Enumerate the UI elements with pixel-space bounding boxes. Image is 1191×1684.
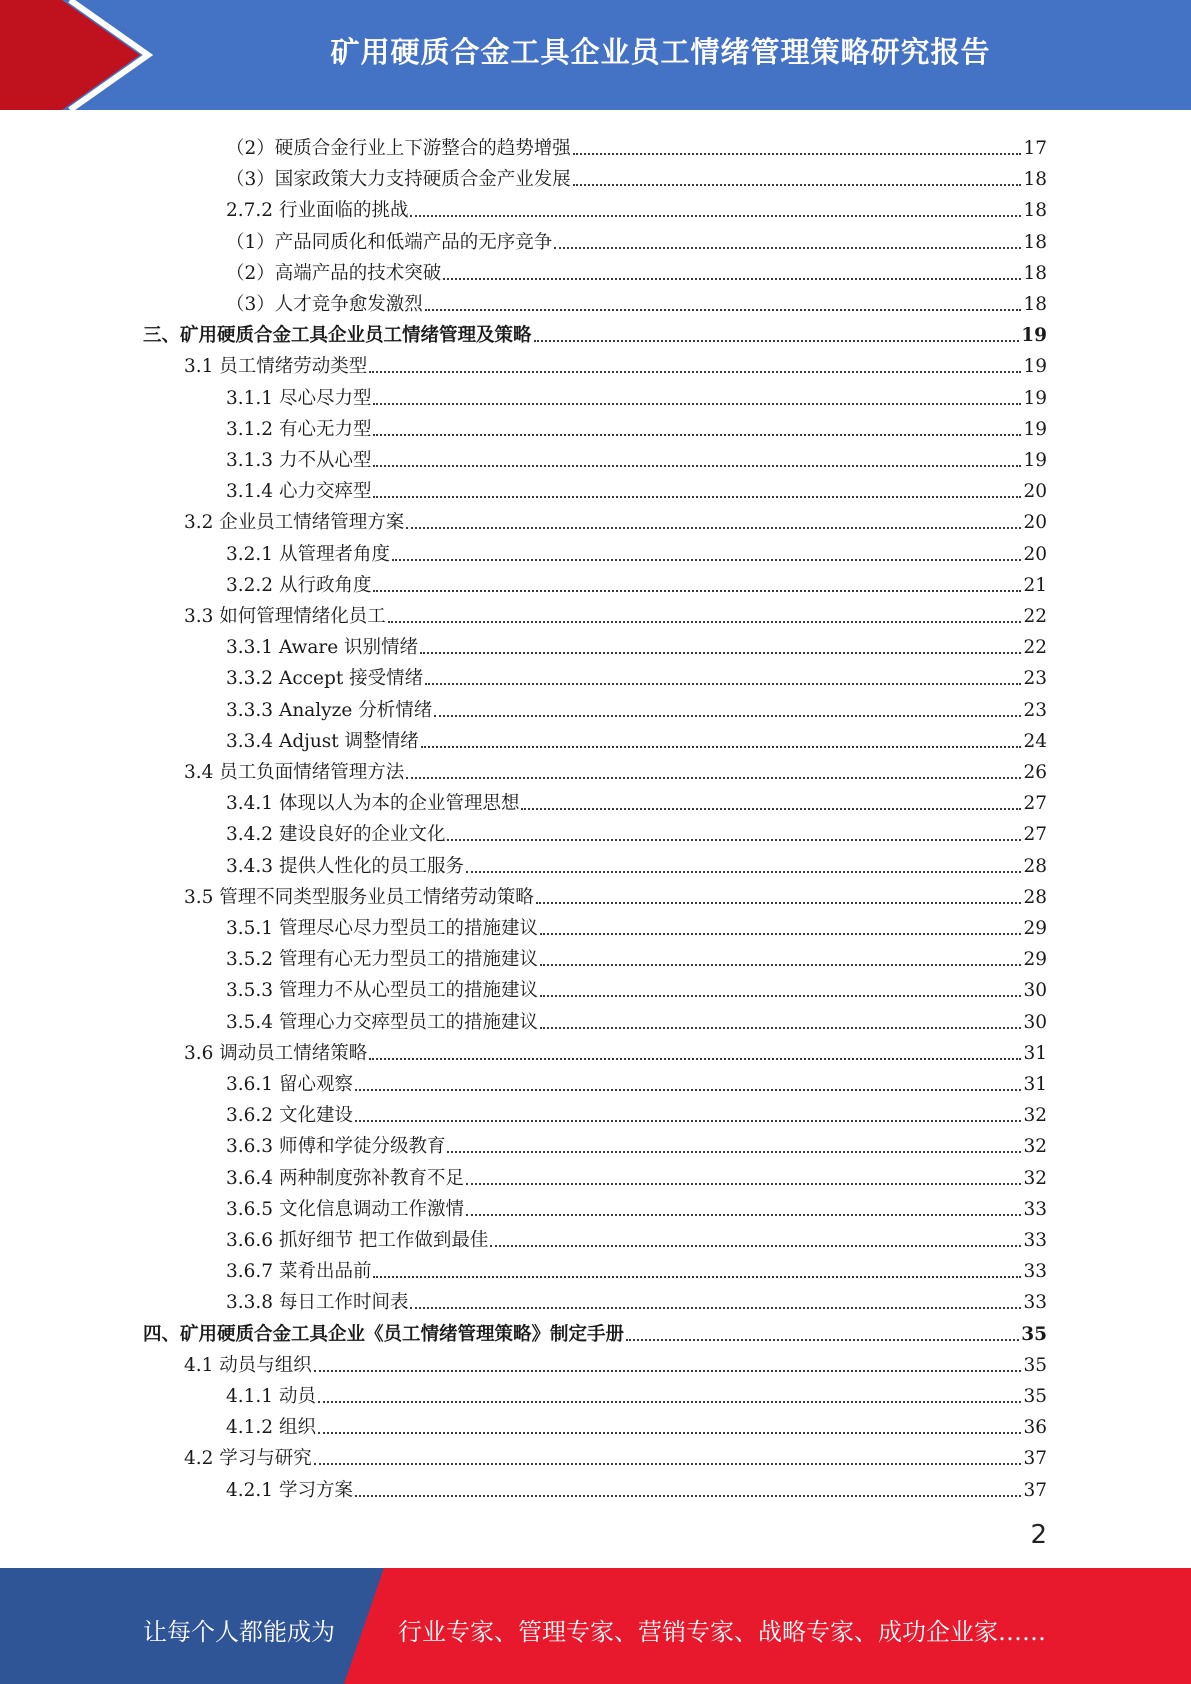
toc-entry[interactable] <box>226 940 1047 971</box>
toc-entry-page: 26 <box>1023 762 1047 783</box>
toc-entry-title: 3.1.4 心力交瘁型 <box>226 481 372 503</box>
toc-entry-page: 17 <box>1023 138 1047 159</box>
toc-dot-leader <box>410 1307 1021 1309</box>
toc-entry[interactable] <box>184 1439 1047 1470</box>
toc-entry-title: （1）产品同质化和低端产品的无序竞争 <box>226 231 553 253</box>
toc-entry[interactable] <box>226 191 1047 222</box>
toc-entry-page: 29 <box>1023 949 1047 971</box>
toc-entry-page: 19 <box>1023 387 1047 409</box>
toc-dot-leader <box>318 1432 1022 1434</box>
toc-entry-title: 3.5.1 管理尽心尽力型员工的措施建议 <box>226 918 538 939</box>
toc-entry[interactable] <box>226 129 1047 160</box>
toc-entry-title: 3.2.2 从行政角度 <box>226 574 372 596</box>
toc-entry[interactable] <box>226 1377 1047 1408</box>
toc-entry-page: 37 <box>1023 1479 1047 1501</box>
toc-entry-title: 3.4.1 体现以人为本的企业管理思想 <box>226 793 520 815</box>
toc-entry[interactable] <box>226 909 1047 940</box>
toc-dot-leader <box>406 777 1021 779</box>
toc-dot-leader <box>388 621 1022 623</box>
toc-entry[interactable] <box>143 316 1047 347</box>
toc-dot-leader <box>536 902 1022 904</box>
toc-entry-title: 3.3.2 Accept 接受情绪 <box>226 668 424 690</box>
toc-entry-title: （3）人才竞争愈发激烈 <box>226 294 423 315</box>
toc-entry[interactable] <box>226 441 1047 472</box>
toc-entry-title: （2）高端产品的技术突破 <box>226 262 442 284</box>
toc-entry[interactable] <box>226 254 1047 285</box>
toc-dot-leader <box>314 1370 1022 1372</box>
toc-entry-page: 32 <box>1023 1136 1047 1158</box>
toc-entry-page: 33 <box>1023 1261 1047 1283</box>
toc-entry[interactable] <box>184 878 1047 909</box>
toc-entry[interactable] <box>184 753 1047 784</box>
toc-dot-leader <box>318 1401 1022 1403</box>
toc-entry[interactable] <box>226 847 1047 878</box>
toc-entry-page: 22 <box>1023 637 1047 659</box>
toc-entry-title: 4.1.2 组织 <box>226 1417 316 1439</box>
toc-entry-page: 35 <box>1021 1323 1047 1345</box>
toc-entry-title: （2）硬质合金行业上下游整合的趋势增强 <box>226 138 571 159</box>
toc-entry[interactable] <box>226 659 1047 690</box>
toc-entry[interactable] <box>226 1096 1047 1127</box>
toc-entry[interactable] <box>226 410 1047 441</box>
toc-entry-title: 4.1 动员与组织 <box>184 1354 312 1376</box>
toc-dot-leader <box>373 590 1021 592</box>
toc-entry-page: 18 <box>1023 169 1047 191</box>
toc-entry-page: 33 <box>1023 1198 1047 1220</box>
toc-entry-page: 35 <box>1023 1386 1047 1407</box>
toc-dot-leader <box>406 527 1021 529</box>
toc-entry-page: 31 <box>1023 1074 1047 1095</box>
toc-entry-title: 3.6.7 菜肴出品前 <box>226 1261 372 1283</box>
toc-entry-title: 3.3.3 Analyze 分析情绪 <box>226 699 433 721</box>
toc-entry-page: 19 <box>1023 356 1047 378</box>
toc-dot-leader <box>540 1027 1021 1029</box>
toc-entry-title: 3.5.2 管理有心无力型员工的措施建议 <box>226 949 538 971</box>
page-header <box>0 0 1191 110</box>
toc-dot-leader <box>373 465 1021 467</box>
toc-entry-title: 3.1.1 尽心尽力型 <box>226 387 372 409</box>
toc-entry-title: 3.4.3 提供人性化的员工服务 <box>226 855 464 877</box>
toc-entry-title: 3.4 员工负面情绪管理方法 <box>184 762 405 783</box>
toc-entry-page: 21 <box>1023 574 1047 596</box>
toc-entry-page: 24 <box>1023 730 1047 752</box>
toc-entry-page: 19 <box>1021 325 1047 347</box>
toc-entry-page: 20 <box>1023 481 1047 503</box>
page-number: 2 <box>1030 1520 1047 1550</box>
footer-slogan: 让每个人都能成为 <box>143 1618 335 1646</box>
toc-dot-leader <box>447 839 1021 841</box>
toc-entry[interactable] <box>226 815 1047 846</box>
toc-dot-leader <box>521 808 1021 810</box>
toc-dot-leader <box>373 434 1021 436</box>
toc-entry-title: 3.3 如何管理情绪化员工 <box>184 606 386 627</box>
toc-entry-title: 3.4.2 建设良好的企业文化 <box>226 824 446 846</box>
toc-entry-title: 3.1.3 力不从心型 <box>226 450 372 471</box>
toc-entry[interactable] <box>226 1283 1047 1314</box>
toc-entry[interactable] <box>226 628 1047 659</box>
toc-dot-leader <box>314 1463 1022 1465</box>
header-chevron-icon <box>0 0 160 110</box>
toc-dot-leader <box>540 933 1021 935</box>
toc-entry[interactable] <box>184 597 1047 628</box>
toc-entry-page: 23 <box>1023 668 1047 690</box>
toc-dot-leader <box>573 184 1022 186</box>
toc-dot-leader <box>490 1245 1021 1247</box>
toc-entry[interactable] <box>226 784 1047 815</box>
toc-entry-page: 18 <box>1023 262 1047 284</box>
toc-entry-title: 3.6.4 两种制度弥补教育不足 <box>226 1167 464 1189</box>
toc-entry-title: 3.6.3 师傅和学徒分级教育 <box>226 1136 446 1158</box>
toc-dot-leader <box>626 1339 1019 1341</box>
toc-entry[interactable] <box>226 1471 1047 1502</box>
toc-entry-title: 3.6.6 抓好细节 把工作做到最佳 <box>226 1230 489 1251</box>
toc-entry-page: 28 <box>1023 855 1047 877</box>
footer-roles: 行业专家、管理专家、营销专家、战略专家、成功企业家…… <box>398 1618 1046 1646</box>
toc-entry-title: 4.1.1 动员 <box>226 1386 316 1407</box>
toc-entry-title: 3.3.1 Aware 识别情绪 <box>226 637 419 659</box>
toc-entry-title: 3.1.2 有心无力型 <box>226 418 372 440</box>
toc-entry-page: 30 <box>1023 980 1047 1002</box>
toc-entry-page: 30 <box>1023 1011 1047 1033</box>
toc-entry[interactable] <box>226 472 1047 503</box>
toc-entry-page: 36 <box>1023 1417 1047 1439</box>
report-title: 矿用硬质合金工具企业员工情绪管理策略研究报告 <box>330 35 991 69</box>
toc-entry[interactable] <box>226 1252 1047 1283</box>
toc-entry-page: 29 <box>1023 918 1047 939</box>
toc-dot-leader <box>420 652 1021 654</box>
toc-entry[interactable] <box>184 347 1047 378</box>
toc-entry-title: 2.7.2 行业面临的挑战 <box>226 200 409 222</box>
toc-entry[interactable] <box>226 1408 1047 1439</box>
toc-entry-page: 35 <box>1023 1354 1047 1376</box>
toc-entry-page: 27 <box>1023 793 1047 815</box>
page-footer <box>0 1568 1191 1684</box>
toc-dot-leader <box>434 715 1021 717</box>
toc-entry-title: 4.2.1 学习方案 <box>226 1479 353 1501</box>
toc-entry[interactable] <box>143 1315 1047 1346</box>
toc-dot-leader <box>573 153 1022 155</box>
toc-dot-leader <box>410 215 1021 217</box>
toc-entry-page: 18 <box>1023 294 1047 315</box>
toc-entry-title: 3.5 管理不同类型服务业员工情绪劳动策略 <box>184 886 534 908</box>
toc-dot-leader <box>373 1276 1021 1278</box>
toc-entry-title: 3.2 企业员工情绪管理方案 <box>184 512 405 534</box>
toc-entry-page: 18 <box>1023 231 1047 253</box>
toc-entry-title: 4.2 学习与研究 <box>184 1448 312 1470</box>
toc-entry[interactable] <box>226 223 1047 254</box>
toc-entry-title: 3.6.1 留心观察 <box>226 1074 353 1095</box>
toc-entry-page: 37 <box>1023 1448 1047 1470</box>
toc-entry[interactable] <box>226 566 1047 597</box>
toc-entry-title: 3.1 员工情绪劳动类型 <box>184 356 368 378</box>
toc-entry-page: 28 <box>1023 886 1047 908</box>
toc-entry-title: （3）国家政策大力支持硬质合金产业发展 <box>226 169 571 191</box>
toc-dot-leader <box>373 403 1021 405</box>
toc-entry-page: 18 <box>1023 200 1047 222</box>
toc-entry-title: 3.5.3 管理力不从心型员工的措施建议 <box>226 980 538 1002</box>
toc-dot-leader <box>466 1214 1021 1216</box>
toc-dot-leader <box>466 871 1021 873</box>
toc-dot-leader <box>392 559 1021 561</box>
toc-dot-leader <box>443 278 1021 280</box>
toc-entry-title: 3.2.1 从管理者角度 <box>226 543 390 565</box>
toc-entry-title: 3.6 调动员工情绪策略 <box>184 1042 368 1064</box>
toc-dot-leader <box>355 1495 1022 1497</box>
toc-entry[interactable] <box>184 1034 1047 1065</box>
toc-dot-leader <box>540 995 1021 997</box>
toc-entry-page: 20 <box>1023 543 1047 565</box>
toc-entry-title: 3.5.4 管理心力交瘁型员工的措施建议 <box>226 1011 538 1033</box>
toc-dot-leader <box>447 1151 1021 1153</box>
toc-entry[interactable] <box>226 971 1047 1002</box>
toc-entry[interactable] <box>226 160 1047 191</box>
toc-entry[interactable] <box>226 1127 1047 1158</box>
toc-entry-title: 3.6.2 文化建设 <box>226 1105 353 1127</box>
toc-dot-leader <box>466 1183 1021 1185</box>
toc-entry-page: 27 <box>1023 824 1047 846</box>
toc-entry-page: 19 <box>1023 418 1047 440</box>
toc-entry[interactable] <box>226 535 1047 566</box>
toc-entry-page: 32 <box>1023 1105 1047 1127</box>
toc-entry-title: 3.3.8 每日工作时间表 <box>226 1292 409 1314</box>
toc-dot-leader <box>425 309 1022 311</box>
toc-dot-leader <box>369 1058 1021 1060</box>
toc-entry[interactable] <box>226 379 1047 410</box>
toc-dot-leader <box>534 340 1020 342</box>
toc-entry-title: 三、矿用硬质合金工具企业员工情绪管理及策略 <box>143 325 532 347</box>
toc-entry-page: 33 <box>1023 1292 1047 1314</box>
toc-entry-title: 四、矿用硬质合金工具企业《员工情绪管理策略》制定手册 <box>143 1323 625 1345</box>
toc-dot-leader <box>373 496 1021 498</box>
toc-entry[interactable] <box>226 1190 1047 1221</box>
toc-entry[interactable] <box>184 1346 1047 1377</box>
toc-dot-leader <box>355 1120 1022 1122</box>
toc-dot-leader <box>421 746 1022 748</box>
toc-entry-title: 3.6.5 文化信息调动工作激情 <box>226 1198 464 1220</box>
toc-entry[interactable] <box>226 1065 1047 1096</box>
toc-entry[interactable] <box>226 285 1047 316</box>
toc-dot-leader <box>369 371 1021 373</box>
toc-entry-page: 33 <box>1023 1230 1047 1251</box>
toc-entry[interactable] <box>226 1221 1047 1252</box>
toc-dot-leader <box>425 683 1021 685</box>
toc-entry-page: 32 <box>1023 1167 1047 1189</box>
toc-entry-page: 31 <box>1023 1042 1047 1064</box>
toc-dot-leader <box>355 1089 1022 1091</box>
toc-entry-page: 22 <box>1023 606 1047 627</box>
toc-entry-page: 19 <box>1023 450 1047 471</box>
toc-entry-page: 20 <box>1023 512 1047 534</box>
toc-entry[interactable] <box>226 1003 1047 1034</box>
toc-dot-leader <box>540 964 1021 966</box>
toc-dot-leader <box>554 247 1021 249</box>
toc-entry-title: 3.3.4 Adjust 调整情绪 <box>226 730 419 752</box>
toc-entry[interactable] <box>226 691 1047 722</box>
toc-entry[interactable] <box>184 503 1047 534</box>
toc-entry[interactable] <box>226 722 1047 753</box>
toc-entry[interactable] <box>226 1159 1047 1190</box>
toc-entry-page: 23 <box>1023 699 1047 721</box>
